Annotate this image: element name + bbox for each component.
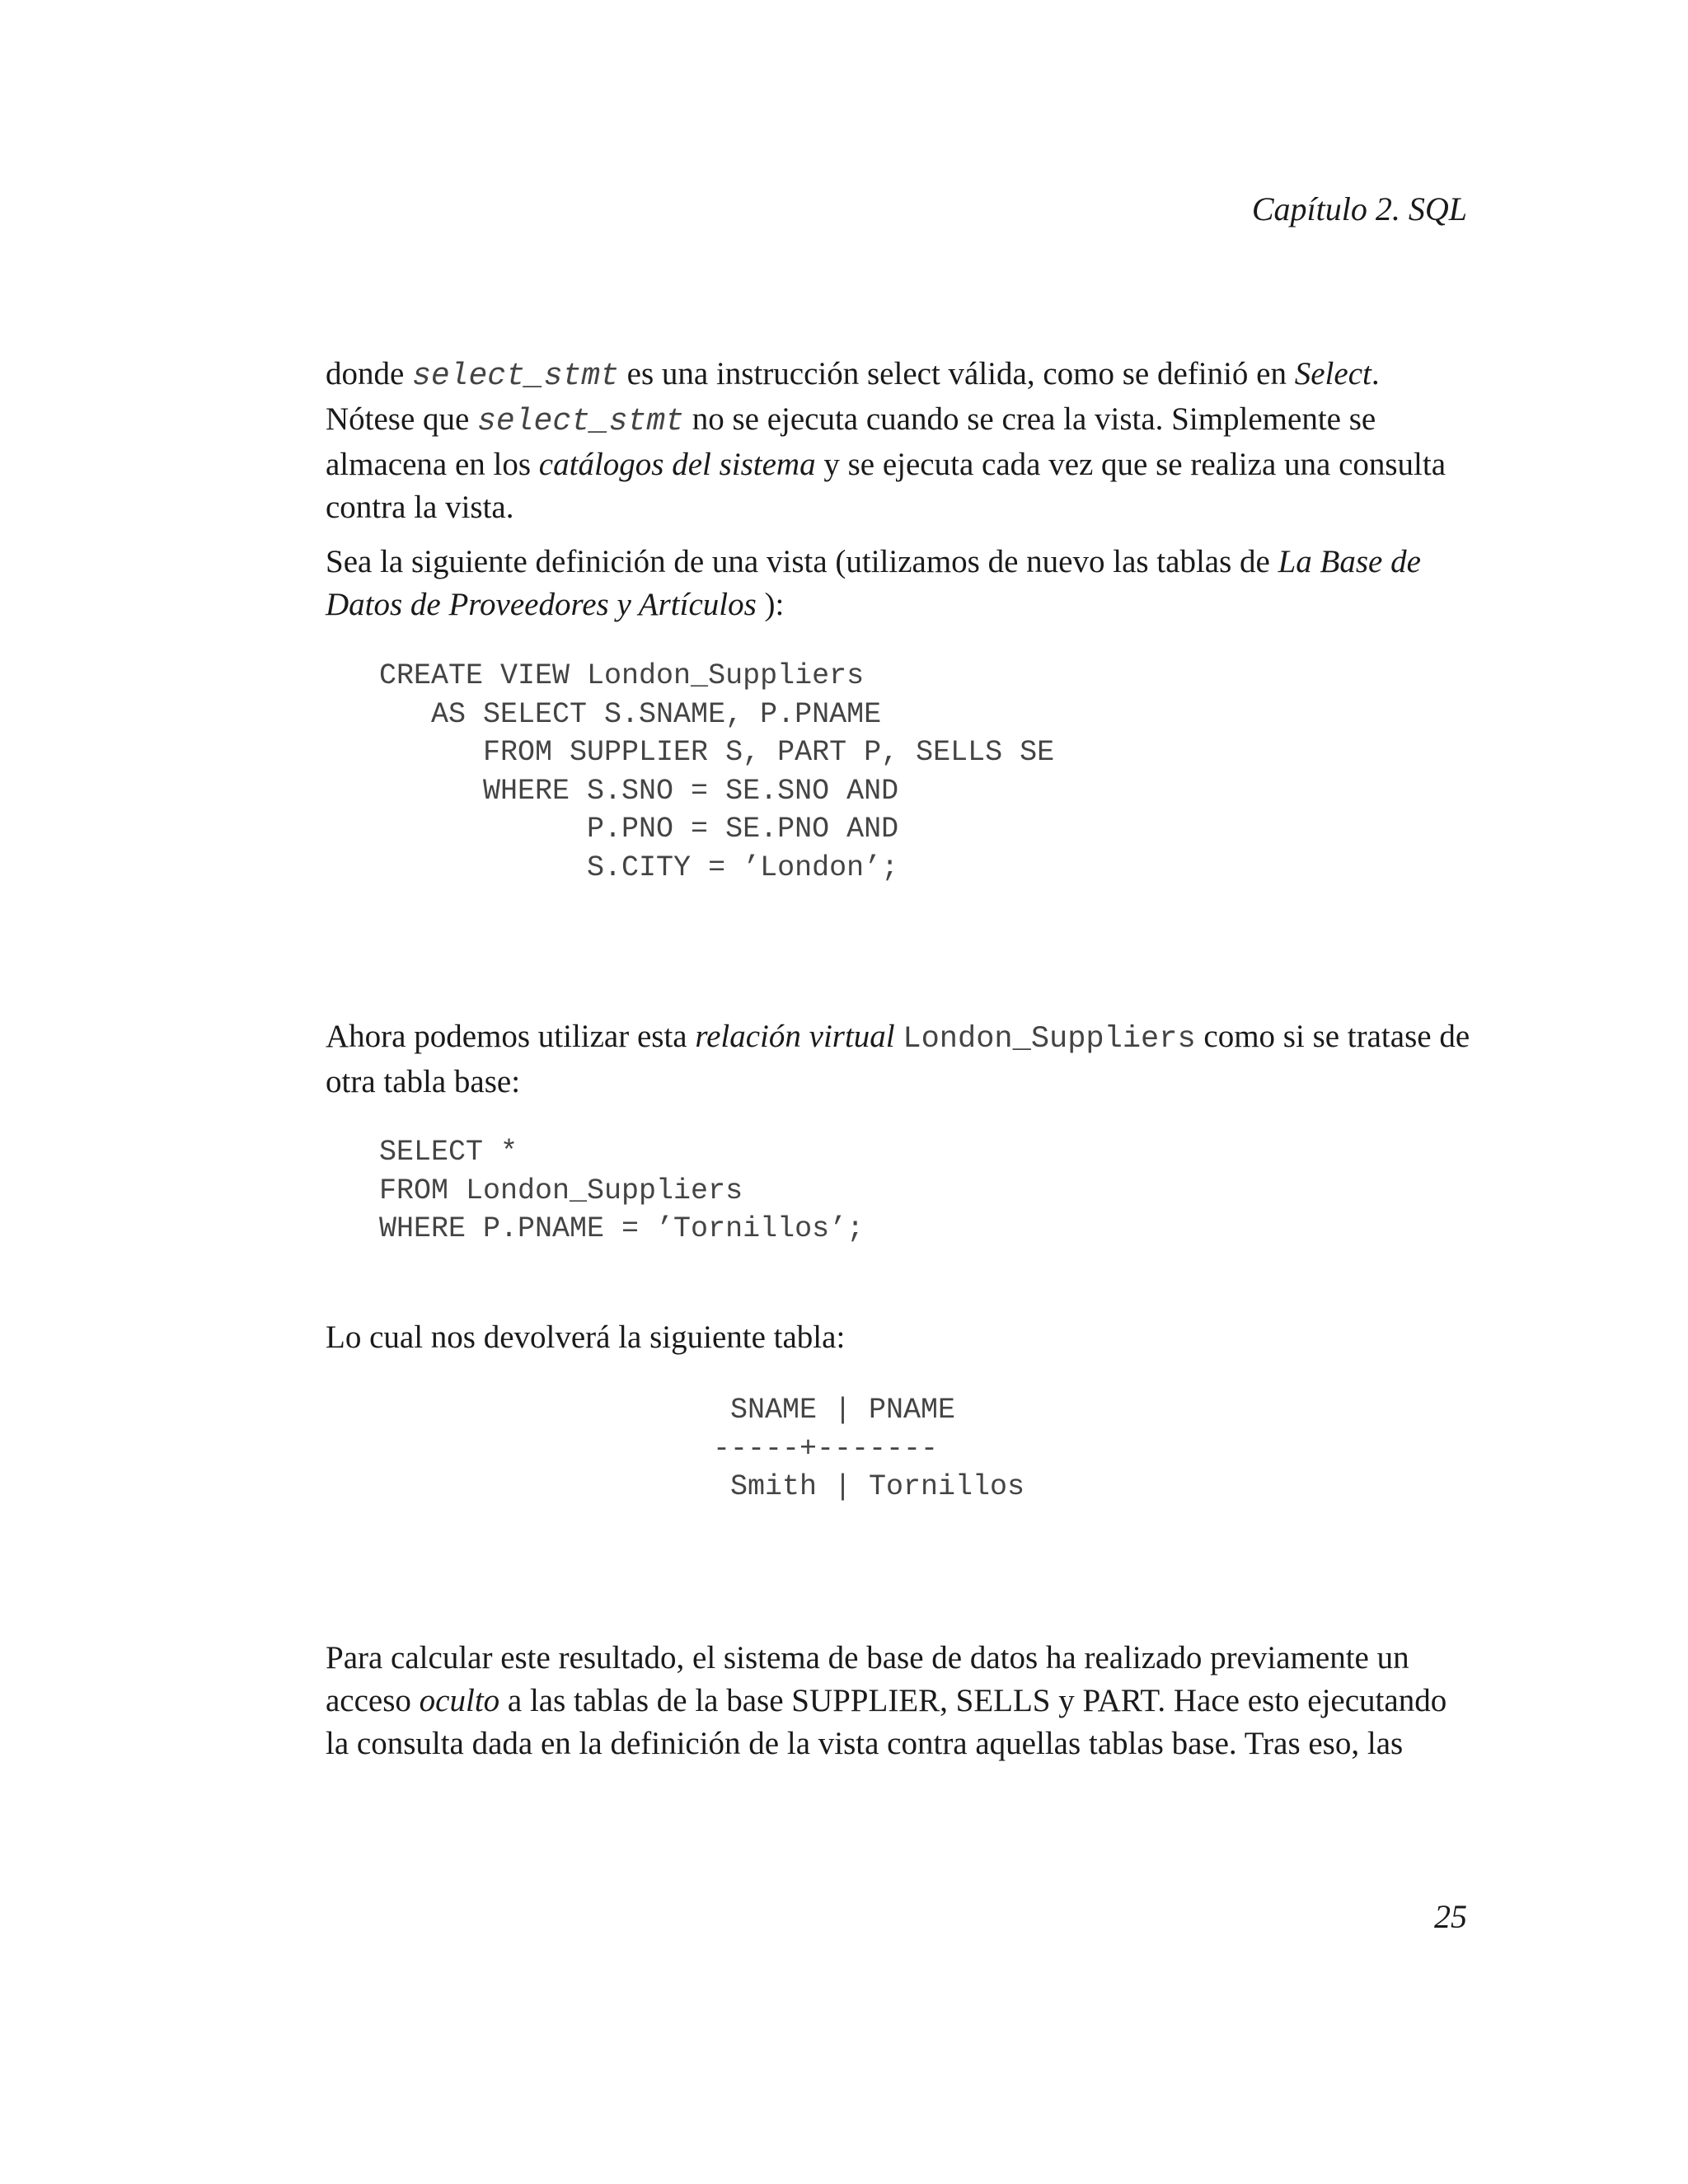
paragraph-select-stmt: donde select_stmt es una instrucción select válida, como se definió en Select. Nótese que select_stmt no se ejecuta cuando se crea la vista. Simplemente se almacena en los catálogos del sistema y se ejecuta cada vez que se realiza una consulta contra la vista.: [326, 356, 1447, 525]
term-relacion-virtual: relación virtual: [695, 1019, 895, 1054]
paragraph-view-definition: Sea la siguiente definición de una vista (utilizamos de nuevo las tablas de La Base de Datos de Proveedores y Artículos ):: [326, 544, 1421, 622]
term-oculto: oculto: [419, 1683, 500, 1718]
term-catalogos: catálogos del sistema: [538, 447, 816, 482]
link-select[interactable]: Select: [1294, 356, 1372, 391]
link-database[interactable]: La Base de Datos de Proveedores y Artículos: [326, 544, 1421, 622]
paragraph-explanation: Para calcular este resultado, el sistema de base de datos ha realizado previamente un acceso oculto a las tablas de la base SUPPLIER, SELLS y PART. Hace esto ejecutando la consulta dada en la definición de la vista contra aquellas tablas base. Tras eso, las: [326, 1640, 1447, 1761]
code-create-view: CREATE VIEW London_Suppliers AS SELECT S.SNAME, P.PNAME FROM SUPPLIER S, PART P, SELLS SE WHERE S.SNO = SE.SNO AND P.PNO = SE.PNO AND S.CITY = ’London’;: [379, 659, 1055, 884]
result-table: SNAME | PNAME -----+------- Smith | Tornillos: [713, 1394, 1025, 1503]
code-select-query: SELECT * FROM London_Suppliers WHERE P.PNAME = ’Tornillos’;: [379, 1136, 865, 1245]
page-number: 25: [1434, 1898, 1467, 1935]
paragraph-result-intro: Lo cual nos devolverá la siguiente tabla:: [326, 1319, 846, 1355]
code-select-stmt: select_stmt: [412, 359, 619, 394]
paragraph-virtual-relation: Ahora podemos utilizar esta relación virtual London_Suppliers como si se tratase de otra tabla base:: [326, 1019, 1470, 1099]
running-header: Capítulo 2. SQL: [1251, 190, 1467, 227]
code-london-suppliers: London_Suppliers: [903, 1022, 1196, 1057]
code-select-stmt: select_stmt: [477, 404, 684, 439]
